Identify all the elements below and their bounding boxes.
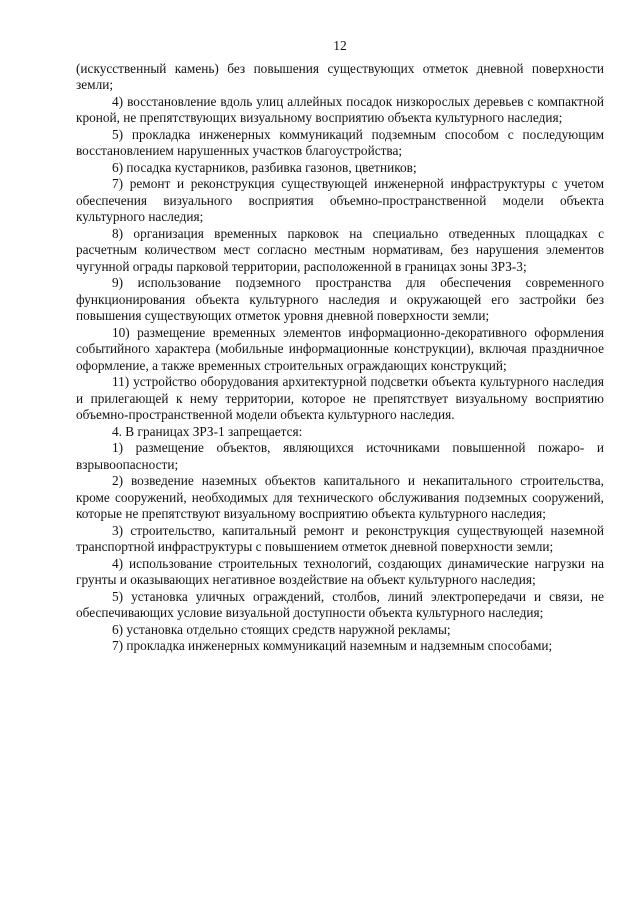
paragraph-prohibition-3: 3) строительство, капитальный ремонт и реконструкция существующей наземной транспортной инфраструктуры с повышением отметок дневной поверхности земли; — [76, 522, 604, 554]
paragraph-item-5: 5) прокладка инженерных коммуникаций подземным способом с последующим восстановлением нарушенных участков благоустройства; — [76, 126, 604, 158]
paragraph-item-8: 8) организация временных парковок на специально отведенных площадках с расчетным количеством мест согласно местным нормативам, без нарушения элементов чугунной ограды парковой территории, расположенной в границах зоны ЗРЗ-3; — [76, 225, 604, 274]
paragraph-prohibition-7: 7) прокладка инженерных коммуникаций наземным и надземным способами; — [112, 638, 553, 653]
paragraph-prohibition-1: 1) размещение объектов, являющихся источниками повышенной пожаро- и взрывоопасности; — [76, 440, 604, 472]
paragraph-item-11: 11) устройство оборудования архитектурной подсветки объекта культурного наследия и прилегающей к нему территории, которое не препятствует визуальному восприятию объемно-пространственной модели объекта культурного наследия. — [76, 374, 604, 422]
paragraph-prohibition-2: 2) возведение наземных объектов капитального и некапитального строительства, кроме сооружений, необходимых для технического обслуживания подземных сооружений, которые не препятствуют визуальному восприятию объекта культурного наследия; — [76, 473, 604, 521]
document-page — [76, 38, 604, 655]
paragraph-prohibition-5: 5) установка уличных ограждений, столбов, линий электропередачи и связи, не обеспечивающих условие визуальной доступности объекта культурного наследия; — [76, 588, 604, 620]
paragraph-item-9: 9) использование подземного пространства для обеспечения современного функционирования объекта культурного наследия и окружающей его застройки без повышения существующих отметок уровня дневной поверхности земли; — [76, 275, 604, 323]
paragraph-item-10: 10) размещение временных элементов информационно-декоративного оформления событийного характера (мобильные информационные конструкции), включая праздничное оформление, а также временных строительных ограждающих конструкций; — [76, 324, 604, 373]
document-body — [76, 61, 604, 655]
section-heading-zrz1: 4. В границах ЗРЗ-1 запрещается: — [112, 423, 303, 439]
paragraph-item-6: 6) посадка кустарников, разбивка газонов, цветников; — [112, 159, 417, 175]
paragraph-continuation: (искусственный камень) без повышения существующих отметок дневной поверхности земли; — [76, 60, 604, 92]
paragraph-prohibition-4: 4) использование строительных технологий, создающих динамические нагрузки на грунты и оказывающих негативное воздействие на объект культурного наследия; — [76, 555, 604, 587]
paragraph-item-7: 7) ремонт и реконструкция существующей инженерной инфраструктуры с учетом обеспечения визуального восприятия объемно-пространственной модели объекта культурного наследия; — [76, 176, 604, 224]
page-number: 12 — [333, 38, 347, 53]
paragraph-item-4: 4) восстановление вдоль улиц аллейных посадок низкорослых деревьев с компактной кроной, не препятствующих визуальному восприятию объекта культурного наследия; — [76, 93, 604, 125]
paragraph-prohibition-6: 6) установка отдельно стоящих средств наружной рекламы; — [112, 621, 451, 637]
